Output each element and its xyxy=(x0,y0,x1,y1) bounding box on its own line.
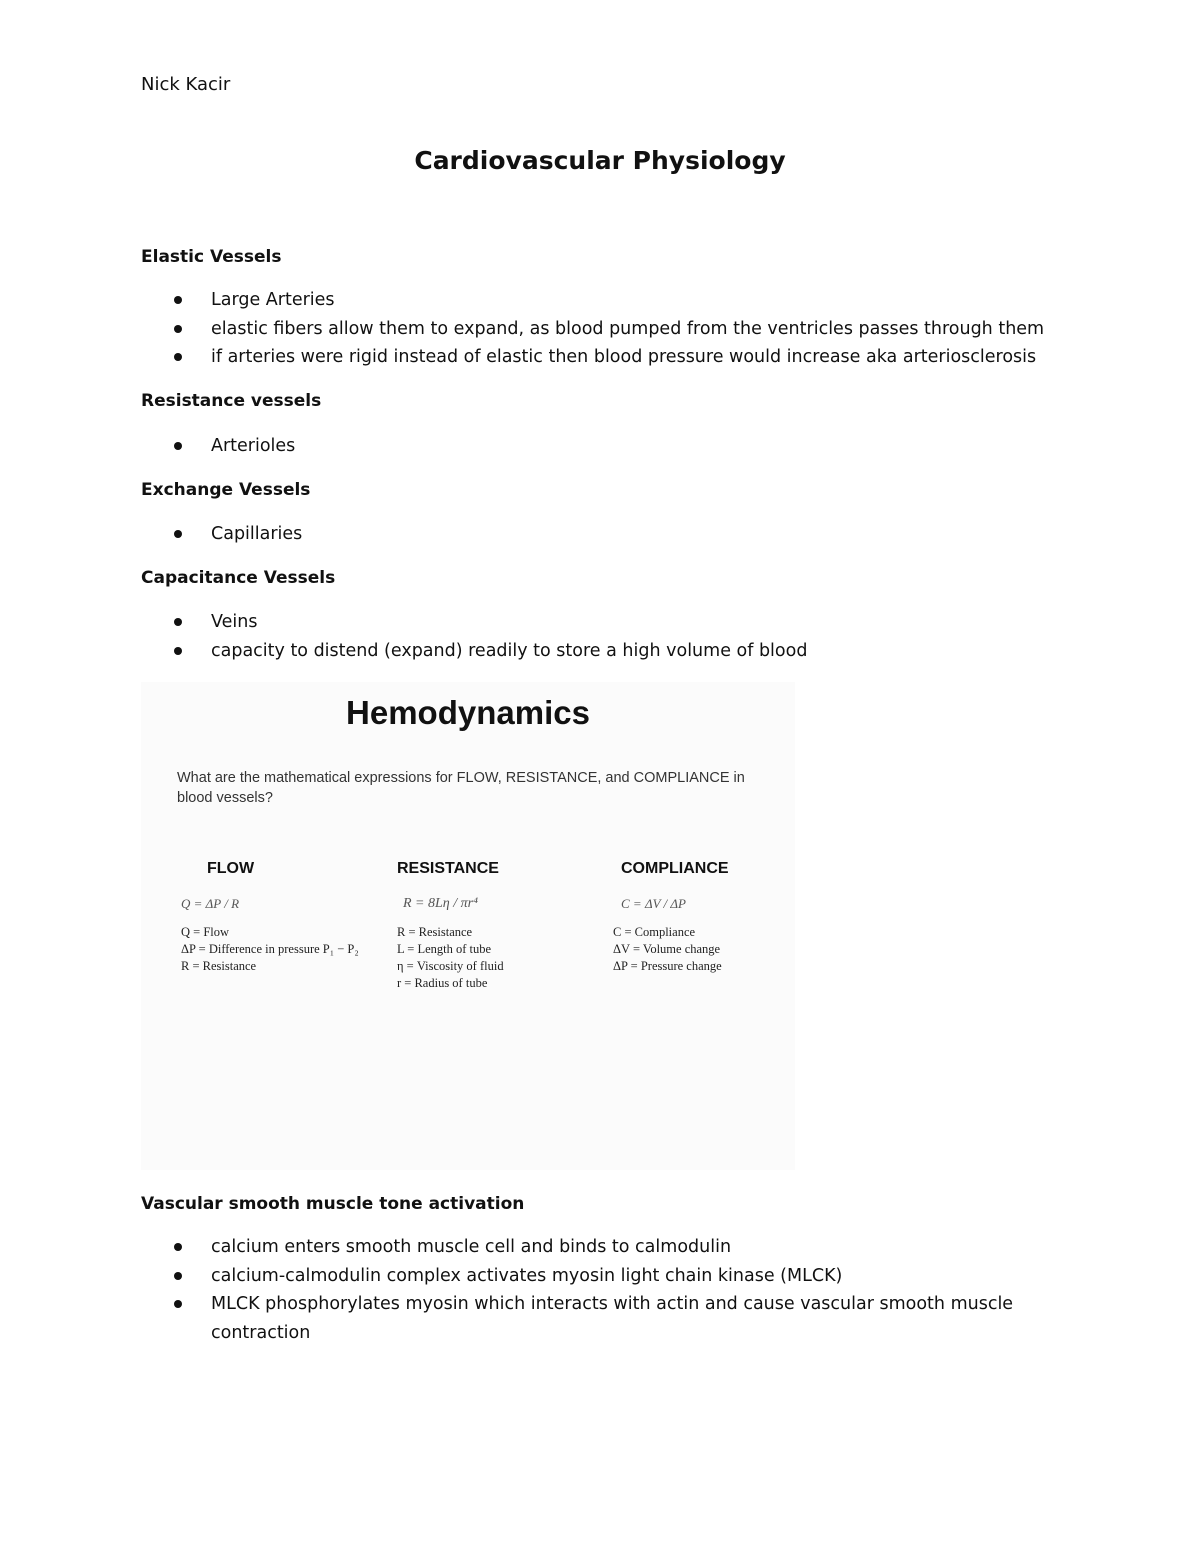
list-item xyxy=(170,343,1044,372)
section-heading-capacitance-vessels: Capacitance Vessels xyxy=(141,568,336,588)
list-item-text: if arteries were rigid instead of elastic then blood pressure would increase aka arteriosclerosis xyxy=(211,347,1037,367)
bullet-list-smooth-muscle xyxy=(170,1233,1021,1347)
list-item xyxy=(170,1262,1021,1291)
list-item xyxy=(170,608,807,637)
resistance-formula: R = 8Lη / πr⁴ xyxy=(403,896,478,911)
bullet-icon xyxy=(174,1243,182,1251)
list-item-text: elastic fibers allow them to expand, as blood pumped from the ventricles passes through them xyxy=(211,318,1045,339)
list-item-text: capacity to distend (expand) readily to store a high volume of blood xyxy=(211,640,808,661)
bullet-icon xyxy=(174,618,182,626)
bullet-icon xyxy=(174,325,182,333)
list-item xyxy=(170,432,295,461)
list-item xyxy=(170,286,1044,315)
bullet-list-elastic-vessels xyxy=(170,286,1044,372)
resistance-heading: RESISTANCE xyxy=(397,860,499,877)
definition-item: ΔP = Pressure change xyxy=(613,959,722,973)
list-item xyxy=(170,1290,1021,1347)
list-item-text: MLCK phosphorylates myosin which interacts with actin and cause vascular smooth muscle contraction xyxy=(211,1294,1014,1343)
document-title: Cardiovascular Physiology xyxy=(414,146,786,175)
bullet-icon xyxy=(174,530,182,538)
definition-item: ΔP = Difference in pressure P₁ − P₂ xyxy=(181,942,359,956)
compliance-column xyxy=(613,860,729,975)
hemodynamics-slide-image xyxy=(141,682,795,1170)
compliance-formula: C = ΔV / ΔP xyxy=(621,896,686,911)
definition-item: η = Viscosity of fluid xyxy=(397,959,504,973)
list-item-text: calcium-calmodulin complex activates myosin light chain kinase (MLCK) xyxy=(211,1265,843,1286)
section-heading-resistance-vessels: Resistance vessels xyxy=(141,391,322,411)
definition-item: L = Length of tube xyxy=(397,942,492,956)
bullet-icon xyxy=(174,296,182,304)
slide-title: Hemodynamics xyxy=(346,694,590,731)
list-item-text: Large Arteries xyxy=(211,290,335,310)
bullet-list-capacitance-vessels xyxy=(170,608,807,665)
section-heading-smooth-muscle: Vascular smooth muscle tone activation xyxy=(141,1194,525,1214)
author-name: Nick Kacir xyxy=(141,74,231,95)
section-heading-elastic-vessels: Elastic Vessels xyxy=(141,247,282,267)
definition-item: Q = Flow xyxy=(181,925,230,939)
resistance-definitions xyxy=(397,924,504,992)
compliance-definitions xyxy=(613,924,729,975)
definition-item: R = Resistance xyxy=(397,925,473,939)
flow-formula: Q = ΔP / R xyxy=(181,896,240,911)
bullet-icon xyxy=(174,1300,182,1308)
flow-definitions xyxy=(181,924,359,975)
list-item xyxy=(170,315,1044,344)
flow-column xyxy=(181,860,359,975)
definition-item: ΔV = Volume change xyxy=(613,942,721,956)
list-item xyxy=(170,637,807,666)
resistance-column xyxy=(397,860,504,992)
list-item-text: Veins xyxy=(211,612,258,632)
list-item xyxy=(170,520,302,549)
bullet-icon xyxy=(174,353,182,361)
definition-item: r = Radius of tube xyxy=(397,976,488,990)
list-item-text: calcium enters smooth muscle cell and binds to calmodulin xyxy=(211,1237,732,1257)
list-item-text: Arterioles xyxy=(211,436,296,456)
list-item xyxy=(170,1233,1021,1262)
section-heading-exchange-vessels: Exchange Vessels xyxy=(141,480,311,500)
bullet-icon xyxy=(174,647,182,655)
bullet-list-exchange-vessels xyxy=(170,520,302,549)
list-item-text: Capillaries xyxy=(211,524,303,544)
bullet-icon xyxy=(174,1272,182,1280)
bullet-icon xyxy=(174,442,182,450)
definition-item: C = Compliance xyxy=(613,925,696,939)
slide-question: What are the mathematical expressions for FLOW, RESISTANCE, and COMPLIANCE in blood vessels? xyxy=(177,770,745,806)
compliance-heading: COMPLIANCE xyxy=(621,860,729,877)
bullet-list-resistance-vessels xyxy=(170,432,295,461)
definition-item: R = Resistance xyxy=(181,959,257,973)
flow-heading: FLOW xyxy=(207,860,255,877)
